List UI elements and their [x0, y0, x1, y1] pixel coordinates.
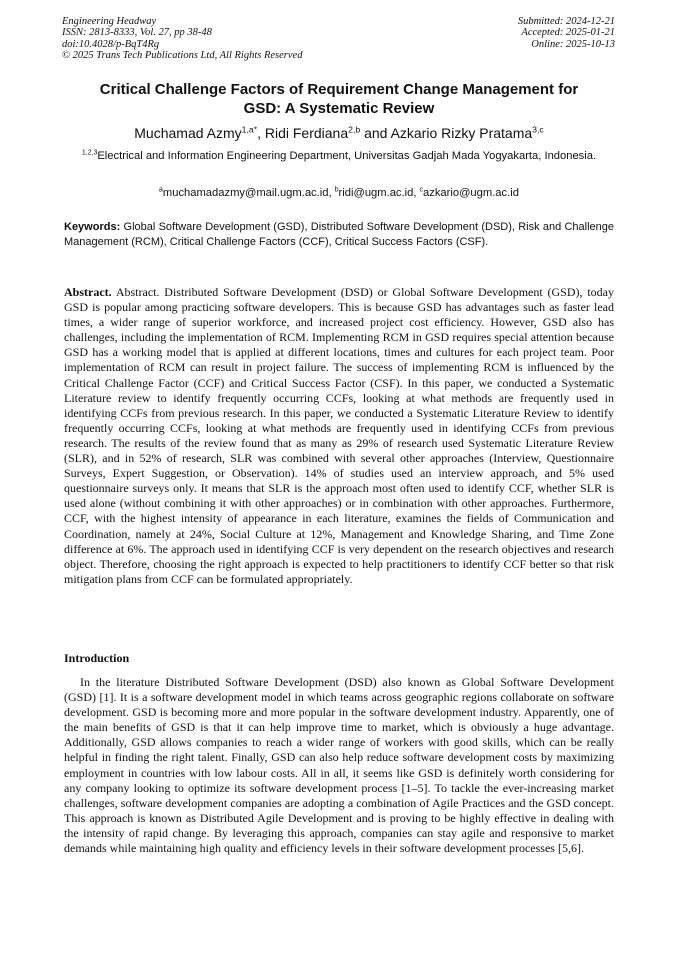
- email-mark: c: [419, 186, 424, 194]
- email-link[interactable]: muchamadazmy@mail.ugm.ac.id: [162, 187, 329, 199]
- author-affiliation-mark: 3,c: [532, 124, 544, 135]
- author-separator: ,: [257, 125, 265, 141]
- header-left: [62, 16, 302, 62]
- author-emails: [64, 185, 614, 201]
- abstract-label: Abstract.: [64, 285, 112, 299]
- online-date: Online: 2025-10-13: [531, 38, 615, 50]
- email-separator: ,: [413, 187, 420, 199]
- email-separator: ,: [328, 187, 335, 199]
- keywords-label: Keywords:: [64, 221, 121, 233]
- issn-volume: ISSN: 2813-8333, Vol. 27, pp 38-48: [62, 27, 212, 39]
- submitted-date: Submitted: 2024-12-21: [517, 16, 615, 27]
- header-right: [518, 16, 615, 50]
- email-mark: a: [159, 186, 163, 194]
- keywords: [64, 220, 614, 250]
- introduction-heading: Introduction: [64, 651, 130, 665]
- author-affiliation-mark: 2,b: [348, 124, 361, 135]
- author-list: [64, 124, 614, 142]
- doi: doi:10.4028/p-BqT4Rg: [62, 38, 160, 50]
- author-name: Muchamad Azmy: [134, 125, 242, 141]
- email-link[interactable]: ridi@ugm.ac.id: [338, 187, 414, 199]
- paper-title: [64, 80, 614, 118]
- accepted-date: Accepted: 2025-01-21: [521, 27, 615, 39]
- abstract: [64, 285, 614, 587]
- introduction-paragraph: In the literature Distributed Software Development (DSD) also known as Global Software Development (GSD) [1]. It is a software development model in which teams across geographic regions collaborate on software development. GSD is becoming more and more popular in the software development industry. Apparently, one of the main benefits of GSD is that it can help improve time to market, which is obviously a huge advantage. Additionally, GSD allows companies to reach a wider range of workers with good skills, which can be really helpful in finding the right talent. Finally, GSD can also help reduce software development costs by maximizing employment in countries with low labour costs. All in all, it seems like GSD is definitely worth considering for any company looking to optimize its software development process [1–5]. To tackle the ever-increasing market challenges, software development companies are adopting a combination of Agile Practices and the GSD concept. This approach is known as Distributed Agile Development and is proving to be highly effective in dealing with the intensity of rapid change. By leveraging this approach, companies can stay agile and responsive to market demands while maintaining high quality and efficiency levels in their software development processes [5,6].: [64, 675, 614, 856]
- paper-title-line-2: GSD: A Systematic Review: [243, 100, 435, 117]
- author-name: Ridi Ferdiana: [264, 125, 349, 141]
- copyright: © 2025 Trans Tech Publications Ltd, All Rights Reserved: [62, 50, 303, 62]
- journal-name: Engineering Headway: [62, 16, 157, 27]
- author-affiliation-mark: 1,a*: [241, 124, 258, 135]
- author-separator: and: [360, 125, 391, 141]
- affiliation-mark: 1,2,3: [81, 149, 98, 157]
- affiliation: [64, 148, 614, 164]
- keywords-text: Global Software Development (GSD), Distributed Software Development (DSD), Risk and Challenge Management (RCM), Critical Challenge Factors (CCF), Critical Success Factors (CSF).: [64, 221, 614, 248]
- paper-title-line-1: Critical Challenge Factors of Requirement Change Management for: [99, 81, 579, 98]
- email-link[interactable]: azkario@ugm.ac.id: [423, 187, 519, 199]
- abstract-text: Abstract. Distributed Software Development (DSD) or Global Software Development (GSD), today GSD is popular among practicing software developers. This is because GSD has advantages such as faster lead times, a wider range of superior workforce, and increased project cost efficiency. However, GSD also has challenges, including the implementation of RCM. Implementing RCM in GSD requires special attention because GSD has a working model that is applied at different locations, times and cultures for each project team. Poor implementation of RCM can result in project failure. The success of implementing RCM is influenced by the Critical Challenge Factor (CCF) and Critical Success Factor (CSF). In this paper, we conducted a Systematic Literature review to identify frequently occurring CCFs, looking at what methods are frequently used in identifying CCFs from previous research. In this paper, we conducted a Systematic Literature Review to identify frequently occurring CCFs, looking at what methods are frequently used in identifying CCFs from previous research. The results of the review found that as many as 29% of research used Systematic Literature Review (SLR), and in 52% of research, SLR was combined with several other approaches (Interview, Questionnaire Surveys, Expert Suggestion, or Observation). 14% of studies used an interview approach, and 5% used questionnaire surveys only. It means that SLR is the approach most often used to identify CCF, whether SLR is used alone (without combining it with other approaches) or in combination with other approaches. Furthermore, CCF, with the highest intensity of appearance in each literature, examines the fields of Communication and Coordination, namely at 24%, Social Culture at 12%, Management and Knowledge Sharing, and Time Zone difference at 6%. The approach used in identifying CCF is very dependent on the research objectives and research object. Therefore, choosing the right approach is expected to help practitioners to identify CCF better so that risk mitigation plans from CCF can be formulated appropriately.: [64, 285, 614, 586]
- author-name: Azkario Rizky Pratama: [390, 125, 533, 141]
- affiliation-text: Electrical and Information Engineering Department, Universitas Gadjah Mada Yogyakarta, Indonesia.: [97, 150, 597, 162]
- email-mark: b: [334, 186, 339, 194]
